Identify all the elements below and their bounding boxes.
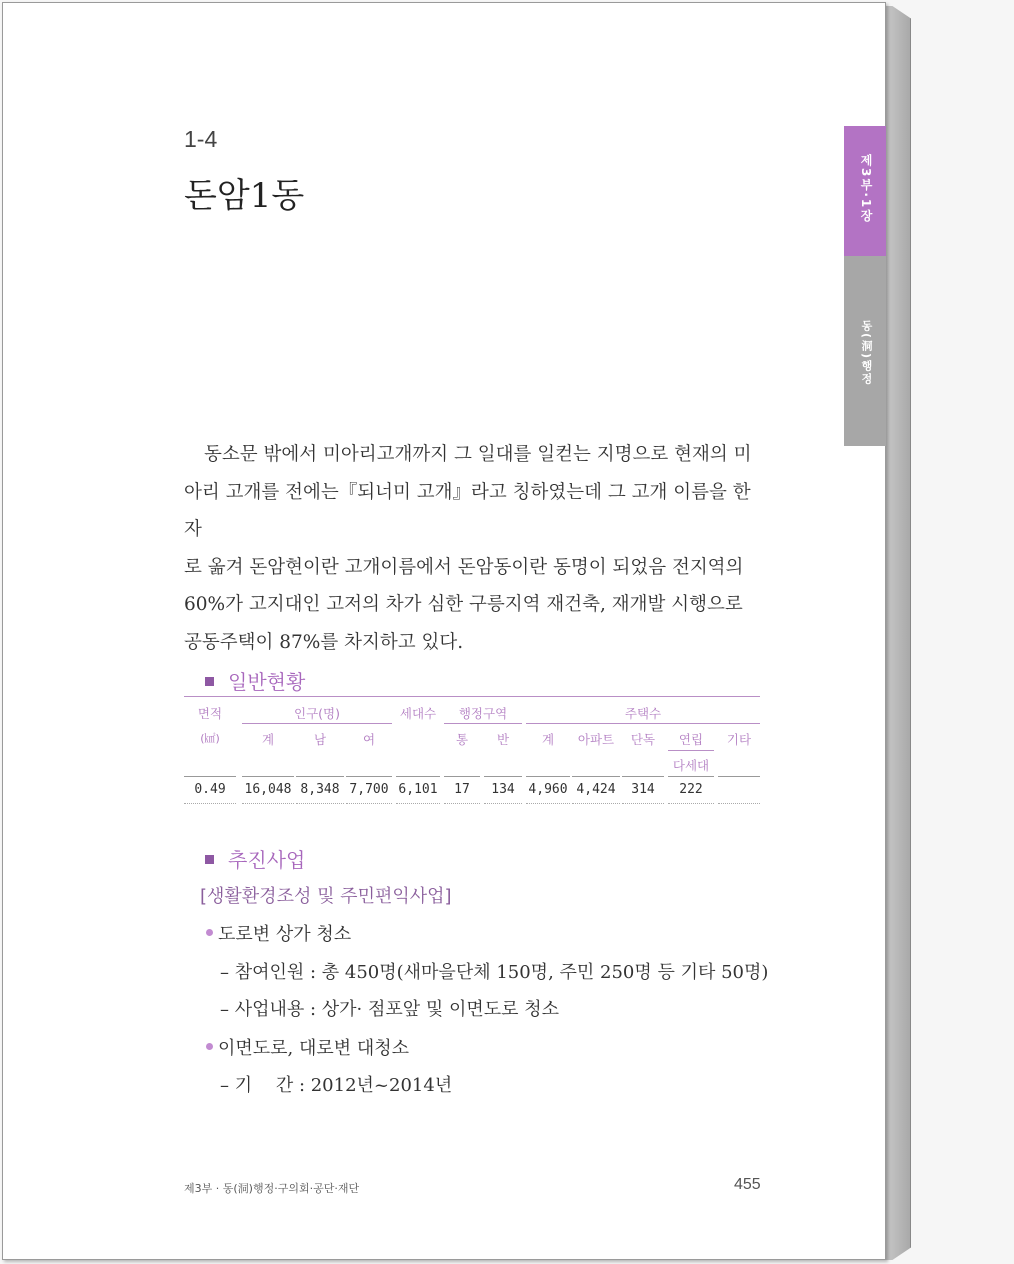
row-bottom-rule	[184, 803, 236, 804]
value-pop-female: 7,700	[349, 782, 389, 797]
intro-paragraph	[184, 436, 764, 661]
header-rule	[668, 750, 714, 751]
project-item	[206, 920, 351, 946]
header-h-row: 연립	[678, 732, 704, 747]
project-detail: – 기 간 : 2012년~2014년	[220, 1075, 453, 1096]
header-bottom-rule	[718, 776, 760, 777]
header-pop-female: 여	[362, 732, 376, 747]
intro-line: 아리 고개를 전에는『되너미 고개』라고 칭하였는데 그 고개 이름을 한자	[184, 481, 751, 540]
row-bottom-rule	[296, 803, 344, 804]
project-item	[206, 1034, 409, 1060]
header-housing: 주택수	[624, 706, 662, 721]
value-ban: 134	[491, 782, 515, 797]
value-h-single: 314	[631, 782, 655, 797]
header-h-single: 단독	[630, 732, 656, 747]
header-population: 인구(명)	[294, 706, 340, 721]
intro-line: 동소문 밖에서 미아리고개까지 그 일대를 일컫는 지명으로 현재의 미	[204, 444, 752, 465]
square-bullet-icon	[205, 855, 214, 864]
value-households: 6,101	[398, 782, 438, 797]
section-number: 1-4	[184, 126, 218, 152]
general-heading-text: 일반현황	[228, 670, 306, 694]
row-bottom-rule	[622, 803, 664, 804]
table-top-rule	[184, 696, 760, 697]
header-bottom-rule	[622, 776, 664, 777]
row-bottom-rule	[484, 803, 522, 804]
header-bottom-rule	[296, 776, 344, 777]
chapter-tab-label: 제3부·1장	[859, 154, 873, 224]
value-h-row: 222	[679, 782, 703, 797]
value-area: 0.49	[194, 782, 226, 797]
row-bottom-rule	[526, 803, 570, 804]
project-item-title: 이면도로, 대로변 대청소	[218, 1038, 410, 1059]
topic-tab-label: 동(洞)행정	[860, 320, 873, 387]
header-pop-total: 계	[261, 732, 275, 747]
header-rule	[444, 723, 522, 724]
intro-line: 로 옮겨 돈암현이란 고개이름에서 돈암동이란 동명이 되었음 전지역의	[184, 556, 744, 578]
footer-chapter: 제3부 · 동(洞)행정·구의회·공단·재단	[184, 1182, 360, 1195]
bullet-dot-icon	[206, 929, 213, 936]
row-bottom-rule	[444, 803, 480, 804]
square-bullet-icon	[205, 677, 214, 686]
header-bottom-rule	[396, 776, 440, 777]
row-bottom-rule	[242, 803, 294, 804]
general-heading	[205, 666, 305, 695]
header-rule	[242, 723, 392, 724]
topic-tab[interactable]	[844, 256, 886, 446]
value-pop-male: 8,348	[300, 782, 340, 797]
header-tong: 통	[455, 732, 469, 747]
header-admin: 행정구역	[458, 706, 508, 721]
value-pop-total: 16,048	[244, 782, 292, 797]
intro-line: 60%가 고지대인 고저의 차가 심한 구릉지역 재건축, 재개발 시행으로	[184, 594, 743, 615]
value-h-total: 4,960	[528, 782, 568, 797]
header-bottom-rule	[444, 776, 480, 777]
header-ban: 반	[496, 732, 510, 747]
header-households: 세대수	[399, 706, 437, 721]
header-bottom-rule	[572, 776, 620, 777]
header-bottom-rule	[184, 776, 236, 777]
header-bottom-rule	[526, 776, 570, 777]
row-bottom-rule	[346, 803, 392, 804]
header-h-apt: 아파트	[577, 732, 615, 747]
header-h-other: 기타	[726, 732, 752, 747]
row-bottom-rule	[396, 803, 440, 804]
header-h-multi: 다세대	[672, 758, 710, 773]
header-rule	[526, 723, 760, 724]
header-bottom-rule	[484, 776, 522, 777]
project-item-title: 도로변 상가 청소	[218, 924, 352, 945]
value-tong: 17	[454, 782, 470, 797]
header-area: 면적	[197, 706, 223, 721]
intro-line: 공동주택이 87%를 차지하고 있다.	[184, 631, 464, 653]
value-h-apt: 4,424	[576, 782, 616, 797]
header-bottom-rule	[668, 776, 714, 777]
page-number: 455	[734, 1176, 761, 1193]
header-bottom-rule	[346, 776, 392, 777]
header-h-total: 계	[541, 732, 555, 747]
row-bottom-rule	[572, 803, 620, 804]
projects-subheading: [생활환경조성 및 주민편익사업]	[200, 886, 452, 907]
header-area-unit: (㎢)	[200, 732, 220, 745]
project-detail: – 사업내용 : 상가· 점포앞 및 이면도로 청소	[220, 999, 560, 1020]
header-bottom-rule	[242, 776, 294, 777]
chapter-tab[interactable]	[844, 126, 886, 256]
project-detail: – 참여인원 : 총 450명(새마을단체 150명, 주민 250명 등 기타 50명)	[220, 962, 769, 983]
projects-heading	[205, 844, 305, 873]
row-bottom-rule	[668, 803, 714, 804]
section-title: 돈암1동	[184, 176, 305, 216]
projects-heading-text: 추진사업	[228, 848, 306, 872]
row-bottom-rule	[718, 803, 760, 804]
general-table	[184, 696, 760, 808]
header-pop-male: 남	[313, 732, 327, 747]
bullet-dot-icon	[206, 1043, 213, 1050]
